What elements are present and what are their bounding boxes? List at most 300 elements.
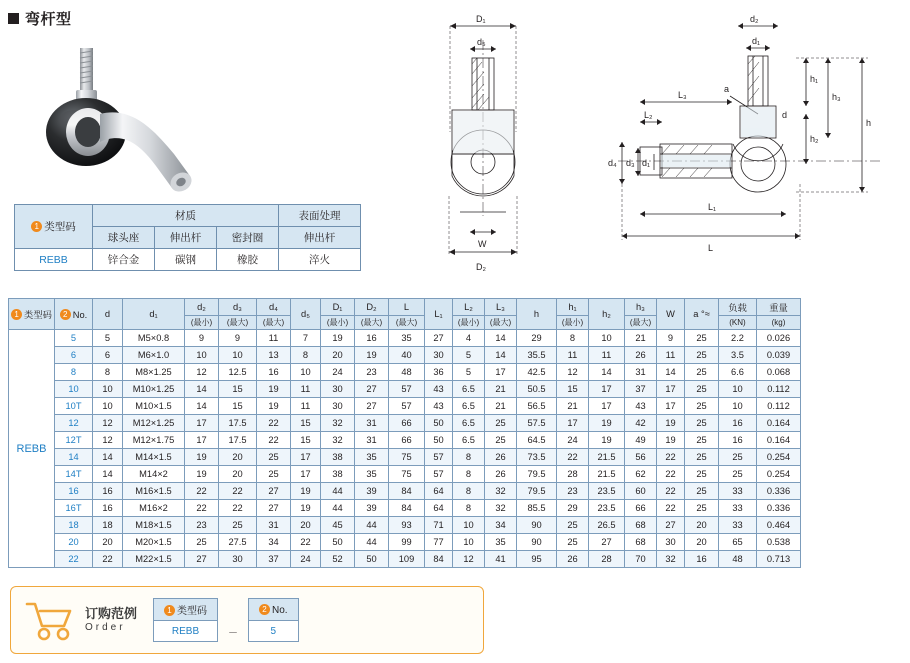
table-cell: 66 [625,500,657,517]
table-cell: 22 [185,483,219,500]
table-cell: 26 [625,347,657,364]
table-cell: 16 [355,330,389,347]
table-cell: 19 [291,483,321,500]
table-cell: 6 [93,347,123,364]
table-cell: 10 [719,381,757,398]
table-cell: 42 [625,415,657,432]
order-label-zh: 订购范例 [85,605,138,621]
table-cell: 34 [485,517,517,534]
table-cell: 21.5 [589,466,625,483]
table-cell: 77 [425,534,453,551]
spec-header-D1: D₁ [321,299,355,316]
material-row-ballseat: 锌合金 [93,249,155,271]
table-cell: 25 [685,347,719,364]
table-cell: M16×2 [123,500,185,517]
table-cell: 21 [485,381,517,398]
table-cell: 71 [425,517,453,534]
table-cell: 75 [389,449,425,466]
table-cell: 49 [625,432,657,449]
table-cell: 34 [257,534,291,551]
table-cell: 25 [685,466,719,483]
table-cell: 0.039 [757,347,801,364]
table-cell: 22 [257,432,291,449]
table-cell: 11 [257,330,291,347]
table-cell: 45 [321,517,355,534]
badge-1-icon: 1 [11,309,22,320]
spec-table-wrap [8,298,801,568]
table-cell: 37 [625,381,657,398]
table-cell: 10 [453,534,485,551]
label-D2: D₂ [476,262,486,272]
spec-subheader-h1: (最小) [557,316,589,330]
table-cell: M12×1.25 [123,415,185,432]
table-cell: 56.5 [517,398,557,415]
table-row [9,330,801,347]
table-cell: 93 [389,517,425,534]
table-cell: 27.5 [219,534,257,551]
table-cell: 17 [589,398,625,415]
table-cell: 27 [355,381,389,398]
table-cell: 14 [185,398,219,415]
table-cell: 25 [685,415,719,432]
table-cell: 25 [685,381,719,398]
spec-subheader-d2: (最小) [185,316,219,330]
table-cell: 25 [257,466,291,483]
table-cell: 20 [685,534,719,551]
table-cell: 12 [93,415,123,432]
table-cell: 40 [389,347,425,364]
table-cell: 18 [55,517,93,534]
table-cell: 16 [257,364,291,381]
table-cell: 14 [93,466,123,483]
label-L: L [708,243,714,253]
table-cell: 0.336 [757,483,801,500]
table-cell: 30 [219,551,257,568]
table-cell: 6.6 [719,364,757,381]
technical-drawing-front [408,4,588,284]
table-cell: 25 [685,330,719,347]
table-cell: 62 [625,466,657,483]
spec-header-d4: d₄ [257,299,291,316]
table-cell: 23 [185,517,219,534]
table-cell: 24 [291,551,321,568]
table-cell: 8 [453,449,485,466]
table-cell: 50 [425,415,453,432]
material-subheader-surface-rod: 伸出杆 [279,227,361,249]
table-cell: 0.538 [757,534,801,551]
table-cell: 44 [321,500,355,517]
table-cell: 33 [719,500,757,517]
table-cell: 9 [185,330,219,347]
table-cell: 17 [485,364,517,381]
table-cell: M14×1.5 [123,449,185,466]
order-header-typecode: 1 类型码 [154,599,218,621]
table-row [9,432,801,449]
table-cell: 5 [93,330,123,347]
table-cell: 65 [719,534,757,551]
table-cell: 10 [453,517,485,534]
table-cell: 8 [55,364,93,381]
table-cell: 29 [517,330,557,347]
table-cell: 25 [685,398,719,415]
label-h: h [866,118,872,128]
table-cell: 66 [389,432,425,449]
table-cell: 6.5 [453,398,485,415]
table-cell: 10 [93,381,123,398]
label-d2: d₂ [750,14,759,24]
table-cell: 17 [657,381,685,398]
table-cell: 23 [557,483,589,500]
spec-type-code: REBB [9,330,55,568]
table-cell: 5 [55,330,93,347]
table-row [9,347,801,364]
table-cell: 14 [657,364,685,381]
table-cell: 32 [321,432,355,449]
table-cell: 84 [389,483,425,500]
spec-subheader-D1: (最小) [321,316,355,330]
table-cell: 9 [219,330,257,347]
table-cell: 35 [355,466,389,483]
table-cell: 73.5 [517,449,557,466]
table-cell: 0.254 [757,466,801,483]
table-cell: 90 [517,534,557,551]
table-cell: 11 [589,347,625,364]
table-cell: 8 [93,364,123,381]
label-d1-side: d₁ [642,158,651,168]
table-cell: 22 [55,551,93,568]
table-cell: 14T [55,466,93,483]
spec-subheader-d4: (最大) [257,316,291,330]
table-cell: 50 [321,534,355,551]
table-cell: 95 [517,551,557,568]
table-cell: 10 [185,347,219,364]
table-cell: 0.713 [757,551,801,568]
table-cell: 16 [719,415,757,432]
table-cell: 0.336 [757,500,801,517]
table-cell: 68 [625,517,657,534]
table-cell: 25 [719,449,757,466]
table-cell: 22 [657,500,685,517]
table-cell: 25 [719,466,757,483]
spec-header-W: W [657,299,685,330]
table-row [9,500,801,517]
table-cell: 25 [485,415,517,432]
table-cell: 37 [257,551,291,568]
spec-subheader-d3: (最大) [219,316,257,330]
material-header-typecode: 1 类型码 [15,205,93,249]
table-cell: 22 [93,551,123,568]
table-cell: 31 [257,517,291,534]
spec-table [8,298,801,568]
order-header-gap [218,599,249,621]
table-cell: 25 [485,432,517,449]
table-cell: 22 [185,500,219,517]
table-cell: 11 [291,381,321,398]
material-row-rod: 碳钢 [155,249,217,271]
table-cell: 6 [55,347,93,364]
table-cell: 70 [625,551,657,568]
spec-table-body [9,330,801,568]
table-cell: 85.5 [517,500,557,517]
table-cell: 27 [589,534,625,551]
table-cell: 38 [321,449,355,466]
table-row [9,398,801,415]
table-cell: 25 [685,364,719,381]
material-subheader-seal: 密封圈 [217,227,279,249]
table-cell: 12 [93,432,123,449]
table-cell: 16 [93,500,123,517]
table-cell: 48 [719,551,757,568]
table-cell: 28 [557,466,589,483]
table-cell: 23.5 [589,483,625,500]
table-cell: 10 [291,364,321,381]
table-cell: M10×1.5 [123,398,185,415]
table-cell: 19 [355,347,389,364]
table-cell: 32 [321,415,355,432]
table-cell: 27 [425,330,453,347]
table-row [9,381,801,398]
table-cell: 17 [657,398,685,415]
label-d1-top: d₁ [752,36,761,46]
order-example-box [10,586,484,654]
material-row-surface: 淬火 [279,249,361,271]
table-cell: 60 [625,483,657,500]
table-cell: 35 [485,534,517,551]
badge-1-icon: 1 [31,221,42,232]
table-cell: 12 [557,364,589,381]
label-h1: h₁ [810,74,819,84]
table-cell: 10 [589,330,625,347]
spec-subheader-h3: (最大) [625,316,657,330]
table-cell: 57 [389,381,425,398]
badge-2-icon: 2 [259,604,270,615]
table-cell: 30 [657,534,685,551]
table-cell: 4 [453,330,485,347]
table-cell: 15 [219,381,257,398]
table-cell: 20 [685,517,719,534]
table-cell: 43 [425,381,453,398]
table-cell: 17 [185,432,219,449]
spec-header-L3: L₃ [485,299,517,316]
order-label [85,607,137,633]
table-row [9,364,801,381]
table-cell: 68 [625,534,657,551]
table-cell: 64.5 [517,432,557,449]
table-cell: 19 [257,381,291,398]
table-cell: 26 [557,551,589,568]
table-cell: 16 [55,483,93,500]
spec-subheader-weight: (kg) [757,316,801,330]
table-cell: 25 [557,534,589,551]
table-cell: 14 [93,449,123,466]
spec-header-typecode: 1 类型码 [9,299,55,330]
spec-header-load: 负载 [719,299,757,316]
material-header-material: 材质 [93,205,279,227]
spec-header-d: d [93,299,123,330]
table-cell: 19 [185,466,219,483]
table-cell: 6.5 [453,432,485,449]
table-cell: M14×2 [123,466,185,483]
table-cell: 30 [425,347,453,364]
label-a: a [724,84,730,94]
spec-subheader-L3: (最大) [485,316,517,330]
spec-subheader-D2: (最大) [355,316,389,330]
material-subheader-rod: 伸出杆 [155,227,217,249]
table-cell: 27 [185,551,219,568]
table-cell: 10T [55,398,93,415]
table-cell: 19 [185,449,219,466]
table-cell: 20 [93,534,123,551]
table-cell: 7 [291,330,321,347]
table-cell: 19 [291,500,321,517]
order-separator: － [228,627,239,639]
badge-2-icon: 2 [60,309,71,320]
table-cell: 20 [219,466,257,483]
material-table [14,204,361,271]
table-cell: M20×1.5 [123,534,185,551]
table-row [9,449,801,466]
table-cell: 42.5 [517,364,557,381]
table-cell: 30 [321,381,355,398]
table-cell: M10×1.25 [123,381,185,398]
label-W: W [478,239,487,249]
table-cell: 75 [389,466,425,483]
table-cell: 10 [93,398,123,415]
table-cell: 22 [557,449,589,466]
spec-subheader-L: (最大) [389,316,425,330]
table-cell: 50 [355,551,389,568]
table-cell: 17 [557,415,589,432]
order-table [153,598,299,642]
table-cell: 2.2 [719,330,757,347]
table-cell: 31 [355,432,389,449]
order-label-en: Order [85,621,126,633]
table-cell: 20 [321,347,355,364]
table-cell: 11 [657,347,685,364]
table-cell: 21 [625,330,657,347]
label-d3: d₃ [626,158,635,168]
table-cell: 14 [55,449,93,466]
table-cell: 8 [291,347,321,364]
table-cell: 0.112 [757,381,801,398]
table-cell: 99 [389,534,425,551]
table-cell: 14 [485,347,517,364]
order-value-typecode: REBB [154,621,218,642]
table-cell: 8 [453,483,485,500]
table-cell: 19 [257,398,291,415]
table-cell: 44 [355,534,389,551]
table-cell: 109 [389,551,425,568]
material-row [15,249,361,271]
table-cell: 27 [257,500,291,517]
spec-header-row-main [9,299,801,316]
table-cell: 48 [389,364,425,381]
table-cell: 27 [355,398,389,415]
table-cell: 0.254 [757,449,801,466]
table-cell: 9 [657,330,685,347]
spec-header-h3: h₃ [625,299,657,316]
table-cell: 6.5 [453,381,485,398]
table-cell: 25 [685,483,719,500]
table-cell: 19 [589,415,625,432]
table-cell: 31 [355,415,389,432]
table-cell: 79.5 [517,466,557,483]
table-cell: 25 [219,517,257,534]
table-cell: 11 [557,347,589,364]
table-cell: 19 [657,432,685,449]
table-cell: 12 [185,364,219,381]
table-cell: 19 [321,330,355,347]
table-cell: M8×1.25 [123,364,185,381]
table-cell: 0.112 [757,398,801,415]
table-cell: 25 [557,517,589,534]
order-header-no: 2 No. [249,599,299,621]
table-cell: 57.5 [517,415,557,432]
table-cell: 26 [485,466,517,483]
table-cell: 24 [321,364,355,381]
spec-header-h1: h₁ [557,299,589,316]
badge-1-icon: 1 [164,605,175,616]
table-cell: 12T [55,432,93,449]
spec-subheader-load: (KN) [719,316,757,330]
table-cell: 14 [589,364,625,381]
table-cell: M22×1.5 [123,551,185,568]
table-cell: 21 [557,398,589,415]
table-cell: 8 [453,466,485,483]
table-cell: 36 [425,364,453,381]
table-cell: M18×1.5 [123,517,185,534]
table-cell: 32 [657,551,685,568]
table-cell: 21.5 [589,449,625,466]
product-photo [14,36,204,196]
table-cell: 38 [321,466,355,483]
table-cell: 19 [657,415,685,432]
material-subheader-ballseat: 球头座 [93,227,155,249]
table-cell: 66 [389,415,425,432]
table-cell: 35 [389,330,425,347]
table-cell: 26.5 [589,517,625,534]
table-cell: 32 [485,483,517,500]
spec-header-no: 2 No. [55,299,93,330]
table-cell: 15 [219,398,257,415]
table-cell: 10 [219,347,257,364]
table-cell: 19 [589,432,625,449]
spec-header-L: L [389,299,425,316]
spec-header-d1: d₁ [123,299,185,330]
label-D1: D₁ [476,14,486,24]
table-cell: 30 [321,398,355,415]
table-cell: 26 [485,449,517,466]
label-d: d [782,110,788,120]
title-square-icon [8,13,19,24]
table-row [9,551,801,568]
table-cell: 23 [355,364,389,381]
table-cell: 33 [719,517,757,534]
label-L2: L₂ [644,110,653,120]
table-cell: 84 [389,500,425,517]
table-cell: 10 [55,381,93,398]
table-cell: 17.5 [219,432,257,449]
table-row [9,466,801,483]
table-cell: 14 [485,330,517,347]
table-cell: 15 [291,432,321,449]
table-cell: 57 [389,398,425,415]
table-cell: 20 [55,534,93,551]
table-cell: 25 [685,449,719,466]
shopping-cart-icon [23,597,77,643]
spec-subheader-L2: (最小) [453,316,485,330]
table-cell: 5 [453,347,485,364]
